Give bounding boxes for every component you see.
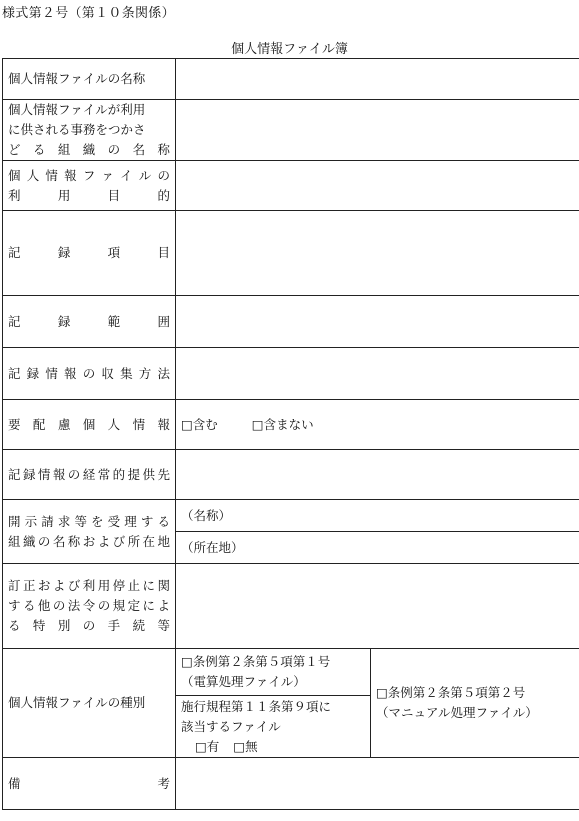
form-code: 様式第２号（第１０条関係） [2,6,175,21]
option-line: □条例第２条第５項第２号 [376,685,526,700]
checkbox-not-includes[interactable]: □含まない [251,416,314,432]
label-line: に供される事務をつかさ [8,122,146,137]
rule-options [181,737,365,757]
value-disclosure-name[interactable]: （名称） [176,500,579,532]
label-file-type [3,649,176,758]
option-line: 施行規程第１１条第９項に [181,698,332,714]
value-remarks[interactable] [176,758,579,810]
option-electronic-file[interactable] [176,649,371,696]
label-disclosure [3,500,176,564]
value-sensitive [176,400,579,450]
label-collection [3,348,176,400]
label-sensitive [3,400,176,450]
option-line: □条例第２条第５項第１号 [181,654,331,669]
label-line: 個人情報ファイルの [8,167,170,183]
checkbox-no[interactable]: □無 [233,738,258,754]
option-line: （電算処理ファイル） [181,674,306,689]
label-line: 組織の名称および所在地 [8,533,170,549]
row-special [3,564,579,649]
label-line: 個人情報ファイルの種別 [8,695,146,710]
option-line: 該当するファイル [181,718,281,734]
value-file-name[interactable] [176,59,579,100]
value-items[interactable] [176,211,579,296]
label-purpose [3,161,176,211]
row-items [3,211,579,296]
label-line: 開示請求等を受理する [8,513,170,529]
value-scope[interactable] [176,296,579,348]
register-table [2,58,579,810]
row-org-name [3,100,579,161]
label-special [3,564,176,649]
option-manual-file[interactable] [371,649,579,758]
option-line: （マニュアル処理ファイル） [376,705,538,720]
row-purpose [3,161,579,211]
label-line: 備 考 [8,775,170,791]
value-org-name[interactable] [176,100,579,161]
label-line: ど る 組 織 の 名 称 [8,142,170,157]
label-items [3,211,176,296]
row-collection [3,348,579,400]
label-org-name [3,100,176,161]
rule-item [176,696,371,758]
label-remarks [3,758,176,810]
label-line: 記録情報の経常的提供先 [8,466,170,482]
label-line: 個人情報ファイルが利用 [8,102,146,117]
label-line: 記 録 範 囲 [8,313,170,329]
row-file-name [3,59,579,100]
row-file-type-1 [3,649,579,696]
row-recipients [3,450,579,500]
label-line: する他の法令の規定によ [8,598,170,613]
form-title: 個人情報ファイル簿 [231,42,348,57]
label-line: 利 用 目 的 [8,187,170,203]
row-sensitive [3,400,579,450]
label-scope [3,296,176,348]
label-line: 要 配 慮 個 人 情 報 [8,416,170,432]
value-recipients[interactable] [176,450,579,500]
row-disclosure-name [3,500,579,532]
checkbox-yes[interactable]: □有 [195,738,220,754]
label-line: 記 録 項 目 [8,245,170,260]
label-file-name: 個人情報ファイルの名称 [3,59,176,100]
label-line: 訂正および利用停止に関 [8,578,170,593]
label-line: 記録情報の収集方法 [8,365,170,381]
label-line: る 特 別 の 手 続 等 [8,618,170,633]
value-collection[interactable] [176,348,579,400]
row-remarks [3,758,579,810]
value-special[interactable] [176,564,579,649]
checkbox-includes[interactable]: □含む [181,416,218,432]
value-purpose[interactable] [176,161,579,211]
value-disclosure-address[interactable]: （所在地） [176,532,579,564]
row-scope [3,296,579,348]
label-recipients [3,450,176,500]
